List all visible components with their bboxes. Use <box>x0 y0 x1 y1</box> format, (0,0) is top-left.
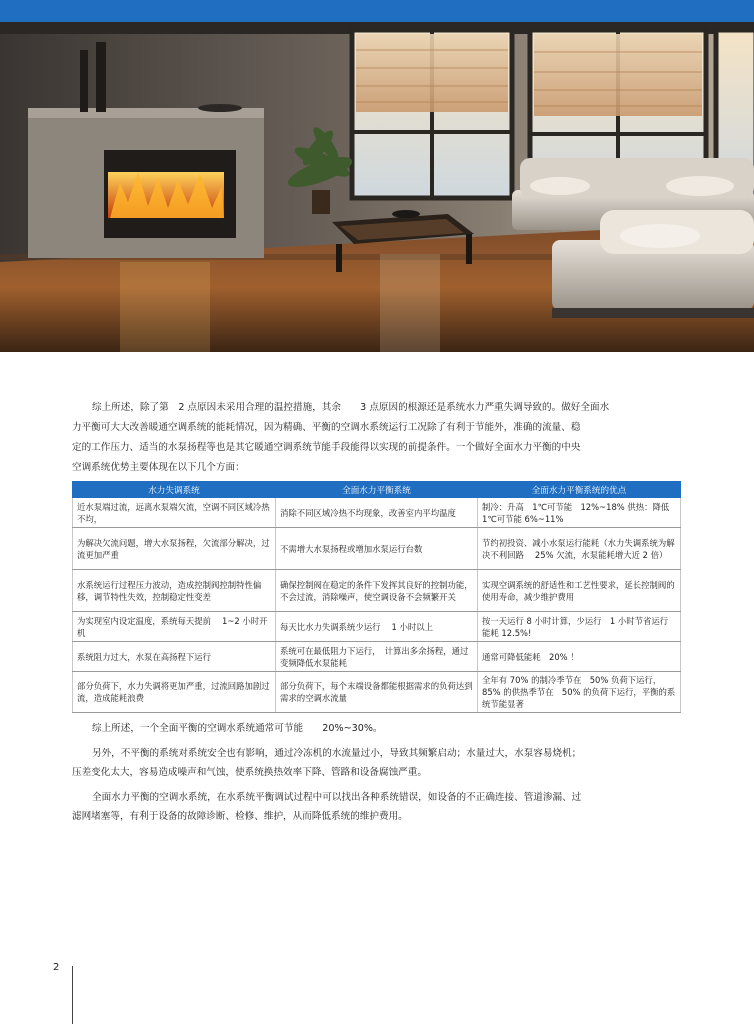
table-row <box>73 672 681 713</box>
maintenance-line: 全面水力平衡的空调水系统，在水系统平衡调试过程中可以找出各种系统错误，如设备的不正确连接、管道渗漏、过 <box>92 792 582 803</box>
table-cell: 按一天运行 8 小时计算，少运行 1 小时节省运行能耗 12.5%! <box>478 612 681 642</box>
table-cell: 系统可在最低阻力下运行， 计算出多余扬程，通过变频降低水泵能耗 <box>276 642 478 672</box>
column-header: 全面水力平衡系统的优点 <box>478 482 681 498</box>
table-cell: 确保控制阀在稳定的条件下发挥其良好的控制功能，不会过流，消除噪声，使空调设备不会频繁开关 <box>276 570 478 612</box>
closing-section <box>72 719 682 826</box>
column-header: 全面水力平衡系统 <box>276 482 478 498</box>
comparison-table <box>72 481 681 713</box>
table-cell: 通常可降低能耗 20% ！ <box>478 642 681 672</box>
summary-line <box>72 719 682 738</box>
table-cell: 水系统运行过程压力波动，造成控制阀控制特性偏移，调节特性失效，控制稳定性变差 <box>73 570 276 612</box>
safety-paragraph <box>72 744 682 782</box>
table-cell: 每天比水力失调系统少运行 1 小时以上 <box>276 612 478 642</box>
table-cell: 制冷：升高 1℃可节能 12%~18% 供热：降低 1℃可节能 6%~11% <box>478 498 681 528</box>
table-row <box>73 612 681 642</box>
table-cell: 为解决欠流问题，增大水泵扬程，欠流部分解决，过流更加严重 <box>73 528 276 570</box>
table-cell: 实现空调系统的舒适性和工艺性要求，延长控制阀的使用寿命，减少维护费用 <box>478 570 681 612</box>
table-cell: 为实现室内设定温度，系统每天提前 1~2 小时开机 <box>73 612 276 642</box>
margin-rule <box>72 966 73 1024</box>
table-cell: 不需增大水泵扬程或增加水泵运行台数 <box>276 528 478 570</box>
table-cell: 部分负荷下，水力失调将更加严重，过流回路加剧过流，造成能耗浪费 <box>73 672 276 713</box>
safety-line: 压差变化太大，容易造成噪声和气蚀，使系统换热效率下降、管路和设备腐蚀严重。 <box>72 767 427 778</box>
table-header-row <box>73 482 681 498</box>
maintenance-line: 滤网堵塞等，有利于设备的故障诊断、检修、维护，从而降低系统的维护费用。 <box>72 811 408 822</box>
summary-text: 综上所述，一个全面平衡的空调水系统通常可节能 20%~30%。 <box>92 723 383 734</box>
intro-line: 力平衡可大大改善暖通空调系统的能耗情况，因为精确、平衡的空调水系统运行工况除了有利于节能外，准确的流量、稳 <box>72 422 581 433</box>
column-header: 水力失调系统 <box>73 482 276 498</box>
table-row <box>73 528 681 570</box>
safety-line: 另外，不平衡的系统对系统安全也有影响，通过冷冻机的水流量过小，导致其频繁启动；水量过大，水泵容易烧机； <box>92 748 582 759</box>
table-row <box>73 498 681 528</box>
interior-photo <box>0 22 754 352</box>
intro-paragraph <box>72 398 682 478</box>
table-cell: 系统阻力过大，水泵在高扬程下运行 <box>73 642 276 672</box>
maintenance-paragraph <box>72 788 682 826</box>
article-body <box>72 398 682 826</box>
table-cell: 全年有 70% 的制冷季节在 50% 负荷下运行，85% 的供热季节在 50% 的负荷下运行，平衡的系统节能显著 <box>478 672 681 713</box>
table-cell: 消除不同区域冷热不均现象，改善室内平均温度 <box>276 498 478 528</box>
header-color-band <box>0 0 754 22</box>
intro-line: 定的工作压力、适当的水泵扬程等也是其它暖通空调系统节能手段能得以实现的前提条件。一个做好全面水力平衡的中央 <box>72 442 581 453</box>
table-cell: 部分负荷下，每个末端设备都能根据需求的负荷达到需求的空调水流量 <box>276 672 478 713</box>
table-cell: 节约初投资、减小水泵运行能耗（水力失调系统为解决不利回路 25% 欠流，水泵能耗增大近 2 倍） <box>478 528 681 570</box>
table-cell: 近水泵端过流，远离水泵端欠流，空调不同区域冷热不均， <box>73 498 276 528</box>
page-number: 2 <box>53 962 60 973</box>
intro-line: 空调系统优势主要体现在以下几个方面： <box>72 462 245 473</box>
intro-line: 综上所述，除了第 2 点原因未采用合理的温控措施，其余 3 点原因的根源还是系统水力严重失调导致的。做好全面水 <box>92 402 610 413</box>
table-row <box>73 570 681 612</box>
table-row <box>73 642 681 672</box>
